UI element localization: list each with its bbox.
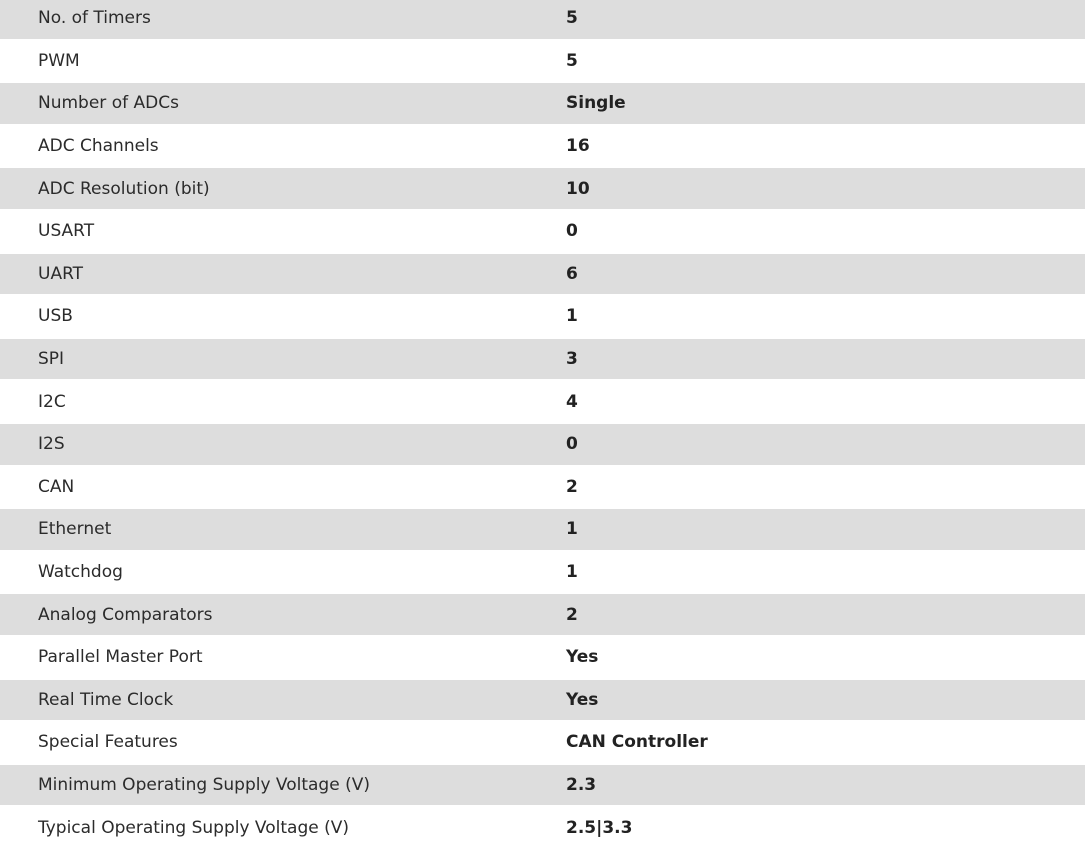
spec-value: 0 bbox=[566, 210, 1085, 253]
table-row bbox=[0, 380, 1085, 423]
spec-label: Ethernet bbox=[0, 508, 566, 551]
spec-value: 1 bbox=[566, 551, 1085, 594]
spec-label: CAN bbox=[0, 466, 566, 509]
table-row bbox=[0, 125, 1085, 168]
spec-label: Watchdog bbox=[0, 551, 566, 594]
table-row bbox=[0, 466, 1085, 509]
spec-label: Number of ADCs bbox=[0, 82, 566, 125]
spec-value: Yes bbox=[566, 636, 1085, 679]
spec-label: I2C bbox=[0, 380, 566, 423]
spec-value: CAN Controller bbox=[566, 721, 1085, 764]
spec-label: Special Features bbox=[0, 721, 566, 764]
spec-value: 10 bbox=[566, 167, 1085, 210]
spec-value: 2.5|3.3 bbox=[566, 806, 1085, 849]
spec-value: 0 bbox=[566, 423, 1085, 466]
spec-value: 6 bbox=[566, 253, 1085, 296]
spec-value: 5 bbox=[566, 40, 1085, 83]
spec-label: ADC Resolution (bit) bbox=[0, 167, 566, 210]
spec-value: 2.3 bbox=[566, 764, 1085, 807]
spec-label: Parallel Master Port bbox=[0, 636, 566, 679]
table-row bbox=[0, 295, 1085, 338]
spec-value: 16 bbox=[566, 125, 1085, 168]
spec-label: Real Time Clock bbox=[0, 679, 566, 722]
spec-value: 5 bbox=[566, 0, 1085, 40]
spec-label: Typical Operating Supply Voltage (V) bbox=[0, 806, 566, 849]
spec-label: UART bbox=[0, 253, 566, 296]
spec-value: 3 bbox=[566, 338, 1085, 381]
table-row bbox=[0, 721, 1085, 764]
table-row bbox=[0, 0, 1085, 40]
spec-value: 1 bbox=[566, 295, 1085, 338]
spec-label: No. of Timers bbox=[0, 0, 566, 40]
spec-label: Minimum Operating Supply Voltage (V) bbox=[0, 764, 566, 807]
table-row bbox=[0, 593, 1085, 636]
spec-label: I2S bbox=[0, 423, 566, 466]
table-row bbox=[0, 806, 1085, 849]
table-row bbox=[0, 167, 1085, 210]
spec-value: Yes bbox=[566, 679, 1085, 722]
spec-value: Single bbox=[566, 82, 1085, 125]
spec-value: 2 bbox=[566, 466, 1085, 509]
table-row bbox=[0, 508, 1085, 551]
table-row bbox=[0, 551, 1085, 594]
table-row bbox=[0, 423, 1085, 466]
spec-label: PWM bbox=[0, 40, 566, 83]
table-row bbox=[0, 253, 1085, 296]
spec-value: 4 bbox=[566, 380, 1085, 423]
spec-label: Analog Comparators bbox=[0, 593, 566, 636]
spec-value: 1 bbox=[566, 508, 1085, 551]
spec-label: ADC Channels bbox=[0, 125, 566, 168]
table-row bbox=[0, 82, 1085, 125]
spec-label: USART bbox=[0, 210, 566, 253]
spec-label: USB bbox=[0, 295, 566, 338]
table-row bbox=[0, 636, 1085, 679]
table-row bbox=[0, 210, 1085, 253]
spec-value: 2 bbox=[566, 593, 1085, 636]
spec-label: SPI bbox=[0, 338, 566, 381]
table-row bbox=[0, 40, 1085, 83]
table-row bbox=[0, 338, 1085, 381]
table-row bbox=[0, 679, 1085, 722]
table-row bbox=[0, 764, 1085, 807]
